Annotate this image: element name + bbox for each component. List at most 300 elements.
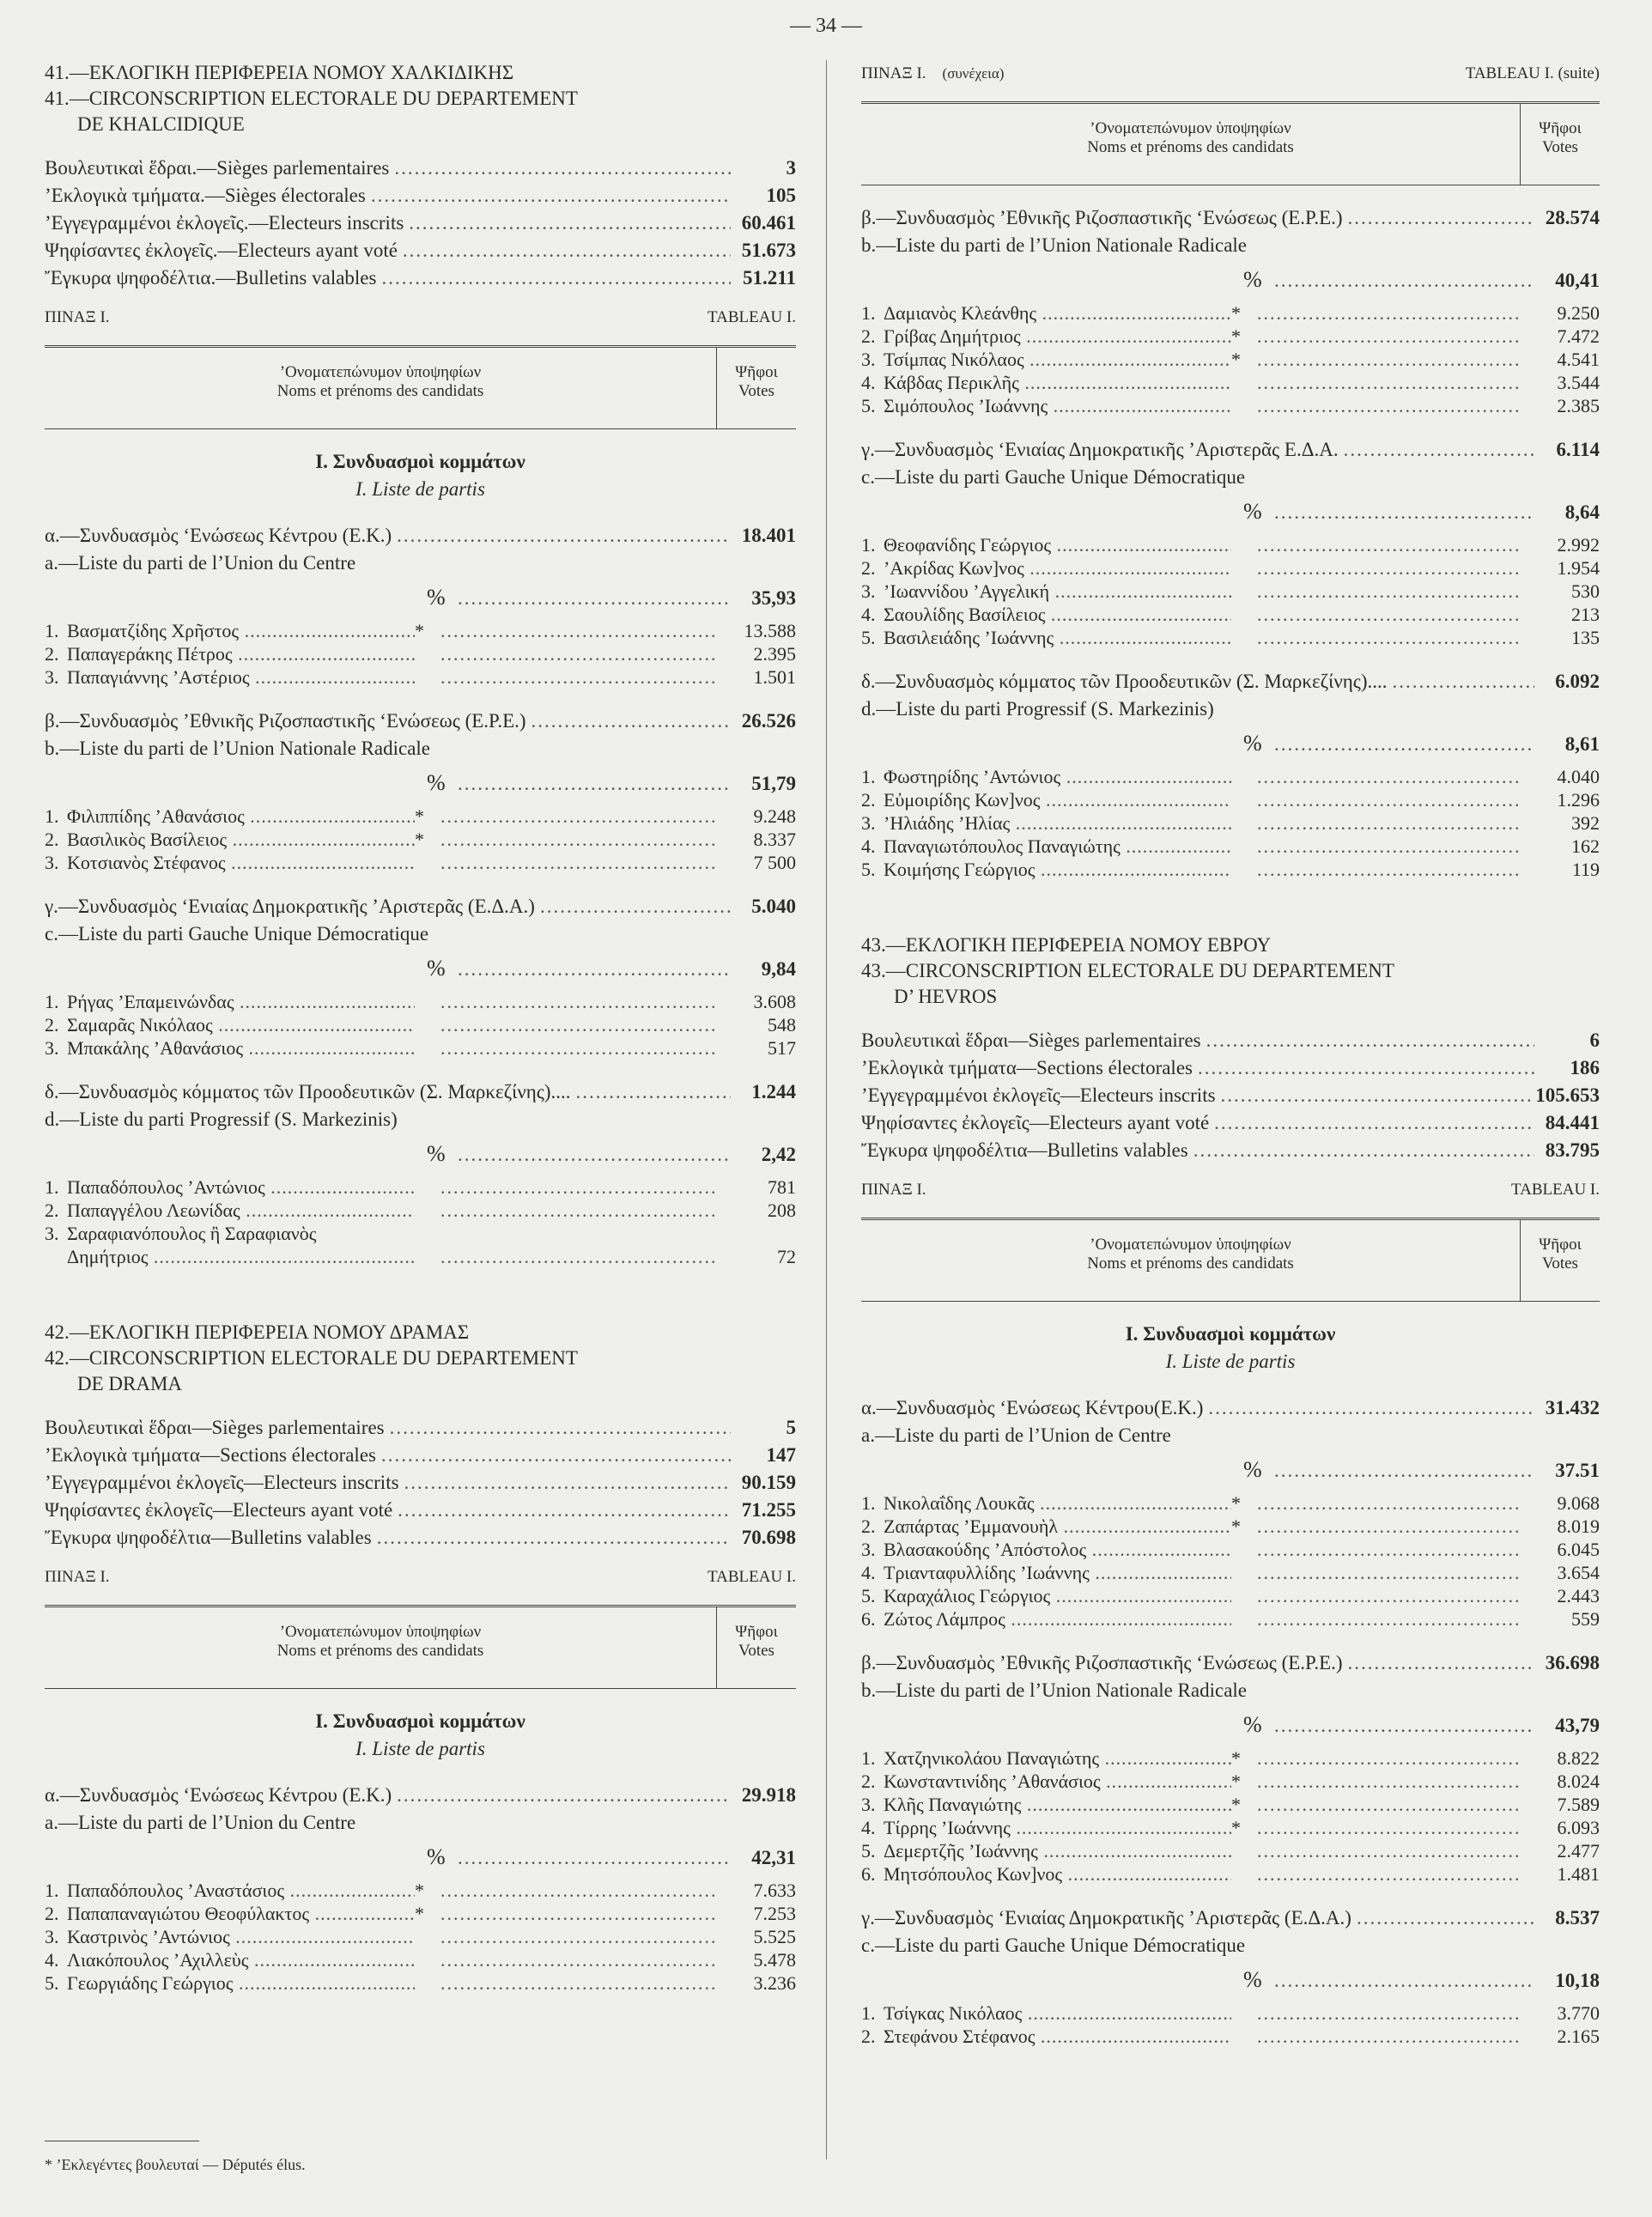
candidate-number: 4. bbox=[861, 1562, 876, 1583]
leader-dots bbox=[1257, 556, 1522, 580]
leader-dots bbox=[458, 956, 731, 983]
col-header-votes bbox=[717, 1607, 796, 1688]
candidate-number: 4. bbox=[861, 604, 876, 625]
candidate-row bbox=[861, 1607, 1600, 1631]
candidate-row bbox=[45, 828, 796, 851]
col-header-votes-gr: Ψῆφοι bbox=[735, 363, 778, 381]
leader-dots bbox=[1348, 1649, 1534, 1677]
col-header-votes-fr: Votes bbox=[738, 382, 774, 400]
party-votes: 5.040 bbox=[751, 896, 796, 917]
col-header-names-gr: ’Ονοματεπώνυμον ὑποψηφίων bbox=[1090, 119, 1291, 137]
district-title-fr-cont: D’ HEVROS bbox=[894, 986, 998, 1007]
candidate-name: Καστρινὸς ’Αντώνιος ..... bbox=[67, 1925, 415, 1948]
party-name-gr: δ.—Συνδυασμὸς κόμματος τῶν Προοδευτικῶν (Σ. Μαρκεζίνης).... bbox=[45, 1081, 571, 1102]
col-header-names bbox=[45, 1607, 717, 1688]
candidate-votes: 13.588 bbox=[744, 620, 796, 641]
candidate-name: Κάβδας Περικλῆς ..... bbox=[884, 371, 1231, 394]
leader-dots bbox=[1257, 1584, 1522, 1607]
candidate-name: Γεωργιάδης Γεώργιος ..... bbox=[67, 1971, 415, 1995]
leader-dots bbox=[440, 851, 719, 874]
candidate-votes: 8.822 bbox=[1557, 1747, 1600, 1769]
candidate-row bbox=[861, 1584, 1600, 1607]
candidate-list bbox=[861, 533, 1600, 649]
candidate-votes: 6.093 bbox=[1557, 1817, 1600, 1838]
candidate-name: ’Ιωαννίδου ’Αγγελική ..... bbox=[884, 580, 1231, 603]
col-header-votes-gr: Ψῆφοι bbox=[1539, 1236, 1582, 1254]
leader-dots bbox=[440, 1902, 719, 1925]
party-block bbox=[45, 1782, 796, 1995]
stat-row bbox=[45, 210, 796, 237]
candidate-name: Δαμιανὸς Κλεάνθης ..... bbox=[884, 301, 1231, 325]
candidate-number: 4. bbox=[45, 1949, 59, 1971]
candidate-row bbox=[45, 619, 796, 642]
stat-value: 105 bbox=[766, 185, 796, 206]
candidate-number: 2. bbox=[45, 1200, 59, 1221]
candidate-votes: 2.477 bbox=[1557, 1840, 1600, 1862]
table-header bbox=[45, 1605, 796, 1689]
page-number: — 34 — bbox=[790, 15, 862, 37]
stat-label: ’Εγγεγραμμένοι ἐκλογεῖς.—Electeurs inscrits bbox=[45, 212, 404, 234]
party-block bbox=[45, 708, 796, 874]
candidate-number: 3. bbox=[861, 1539, 876, 1560]
candidate-votes: 213 bbox=[1571, 604, 1600, 625]
candidate-list bbox=[861, 1491, 1600, 1631]
leader-dots bbox=[1274, 1712, 1534, 1740]
candidate-name: Παπαγιάννης ’Αστέριος ..... bbox=[67, 665, 415, 689]
candidate-number: 2. bbox=[861, 789, 876, 811]
candidate-row bbox=[45, 1879, 796, 1902]
candidate-row bbox=[45, 990, 796, 1013]
table-label-gr bbox=[861, 60, 1004, 88]
table-header bbox=[861, 1218, 1600, 1302]
leader-dots bbox=[1257, 1746, 1522, 1770]
candidate-number: 1. bbox=[45, 1176, 59, 1198]
candidate-row bbox=[45, 1013, 796, 1036]
party-percentage: 8,61 bbox=[1564, 733, 1600, 755]
leader-dots bbox=[1274, 1967, 1534, 1995]
stat-row bbox=[45, 1497, 796, 1524]
col-header-votes bbox=[717, 348, 796, 428]
left-column bbox=[45, 60, 796, 1995]
percent-sign: % bbox=[427, 1141, 446, 1166]
candidate-votes: 208 bbox=[768, 1200, 796, 1221]
party-votes: 6.092 bbox=[1555, 671, 1600, 692]
candidate-name: Βασματζίδης Χρῆστος ..... bbox=[67, 619, 415, 642]
leader-dots bbox=[1257, 1491, 1522, 1515]
table-label-fr: TABLEAU I. bbox=[708, 1568, 796, 1586]
candidate-name: ’Ηλιάδης ’Ηλίας ..... bbox=[884, 811, 1231, 835]
stat-value: 83.795 bbox=[1545, 1139, 1600, 1161]
party-list bbox=[45, 522, 796, 1268]
leader-dots bbox=[1257, 1538, 1522, 1561]
table-label-fr: TABLEAU I. bbox=[708, 308, 796, 326]
section-title-fr: I. Liste de partis bbox=[355, 478, 485, 500]
percent-sign: % bbox=[427, 1844, 446, 1869]
party-name-gr: β.—Συνδυασμὸς ’Εθνικῆς Ριζοσπαστικῆς ‘Ενώσεως (Ε.Ρ.Ε.) bbox=[861, 1652, 1343, 1673]
candidate-name: Εὐμοιρίδης Κων]νος ..... bbox=[884, 788, 1231, 811]
candidate-number: 2. bbox=[45, 1014, 59, 1036]
party-percentage: 9,84 bbox=[761, 958, 796, 980]
candidate-row bbox=[861, 1862, 1600, 1886]
party-name-fr: b.—Liste du parti de l’Union Nationale Radicale bbox=[45, 738, 431, 759]
col-header-names bbox=[45, 348, 717, 428]
party-votes: 8.537 bbox=[1555, 1907, 1600, 1928]
party-row-gr bbox=[861, 436, 1600, 464]
candidate-number: 1. bbox=[45, 805, 59, 827]
leader-dots bbox=[404, 1469, 731, 1497]
party-name-gr: γ.—Συνδυασμὸς ‘Ενιαίας Δημοκρατικῆς ’Αριστερᾶς Ε.Δ.Α. bbox=[861, 439, 1339, 460]
candidate-row bbox=[861, 626, 1600, 649]
leader-dots bbox=[377, 1524, 731, 1552]
candidate-name: ’Ακρίδας Κων]νος ..... bbox=[884, 556, 1231, 580]
candidate-votes: 3.544 bbox=[1557, 372, 1600, 393]
stat-label: ’Εκλογικὰ τμήματα—Sections électorales bbox=[45, 1444, 376, 1466]
leader-dots bbox=[397, 1782, 731, 1809]
leader-dots bbox=[1257, 2001, 1522, 2025]
stat-label: Βουλευτικαὶ ἕδραι.—Sièges parlementaires bbox=[45, 157, 390, 179]
candidate-number: 3. bbox=[45, 1926, 59, 1947]
leader-dots bbox=[381, 264, 731, 292]
candidate-name: Δημήτριος ..... bbox=[67, 1245, 415, 1268]
candidate-name: Μητσόπουλος Κων]νος ..... bbox=[884, 1862, 1231, 1886]
candidate-list bbox=[861, 2001, 1600, 2048]
candidate-votes: 3.236 bbox=[753, 1972, 796, 1994]
elected-star: * bbox=[1231, 1747, 1241, 1769]
party-block bbox=[45, 1078, 796, 1268]
party-name-gr: α.—Συνδυασμὸς ‘Ενώσεως Κέντρου (Ε.Κ.) bbox=[45, 1784, 392, 1806]
elected-star: * bbox=[415, 1903, 424, 1924]
candidate-votes: 2.992 bbox=[1557, 534, 1600, 556]
candidate-number: 3. bbox=[45, 852, 59, 873]
leader-dots bbox=[440, 805, 719, 828]
candidate-number: 2. bbox=[861, 557, 876, 579]
col-header-names bbox=[861, 104, 1521, 185]
right-column bbox=[861, 60, 1600, 2048]
candidate-row bbox=[861, 1515, 1600, 1538]
candidate-votes: 5.478 bbox=[753, 1949, 796, 1971]
table-label-gr: ΠΙΝΑΞ Ι. bbox=[45, 1568, 110, 1586]
candidate-row bbox=[45, 851, 796, 874]
candidate-name: Φιλιππίδης ’Αθανάσιος ..... bbox=[67, 805, 415, 828]
district-43 bbox=[861, 932, 1600, 2048]
stat-row bbox=[45, 182, 796, 210]
leader-dots bbox=[458, 770, 731, 798]
candidate-row bbox=[861, 1538, 1600, 1561]
stat-row bbox=[45, 264, 796, 292]
candidate-votes: 2.385 bbox=[1557, 395, 1600, 416]
percent-sign: % bbox=[1243, 1457, 1262, 1482]
candidate-votes: 72 bbox=[777, 1246, 796, 1267]
party-name-gr: δ.—Συνδυασμὸς κόμματος τῶν Προοδευτικῶν (Σ. Μαρκεζίνης).... bbox=[861, 671, 1388, 692]
party-percentage-row bbox=[861, 498, 1600, 526]
district-title-fr: 42.—CIRCONSCRIPTION ELECTORALE DU DEPARTEMENT bbox=[45, 1347, 578, 1369]
table-header bbox=[45, 345, 796, 429]
candidate-votes: 1.296 bbox=[1557, 789, 1600, 811]
table-heading bbox=[45, 304, 796, 331]
leader-dots bbox=[1257, 325, 1522, 348]
party-name-gr: β.—Συνδυασμὸς ’Εθνικῆς Ριζοσπαστικῆς ‘Ενώσεως (Ε.Ρ.Ε.) bbox=[45, 710, 526, 732]
candidate-name: Σαμαρᾶς Νικόλαος ..... bbox=[67, 1013, 415, 1036]
col-header-names-fr: Noms et prénoms des candidats bbox=[1087, 1254, 1294, 1272]
candidate-name: Παπαγεράκης Πέτρος ..... bbox=[67, 642, 415, 665]
candidate-votes: 9.250 bbox=[1557, 302, 1600, 324]
candidate-row bbox=[861, 1746, 1600, 1770]
stat-value: 5 bbox=[786, 1417, 796, 1438]
party-name-fr: a.—Liste du parti de l’Union du Centre bbox=[45, 1812, 356, 1833]
leader-dots bbox=[440, 1199, 719, 1222]
leader-dots bbox=[1257, 1793, 1522, 1816]
elected-star: * bbox=[1231, 1817, 1241, 1838]
candidate-row bbox=[861, 788, 1600, 811]
party-percentage-row bbox=[45, 769, 796, 798]
candidate-row bbox=[861, 394, 1600, 417]
stat-row bbox=[45, 155, 796, 182]
stat-row bbox=[45, 1414, 796, 1442]
col-header-names-fr: Noms et prénoms des candidats bbox=[276, 382, 484, 400]
stat-value: 70.698 bbox=[741, 1527, 796, 1548]
party-name-fr: c.—Liste du parti Gauche Unique Démocratique bbox=[861, 466, 1246, 488]
party-votes: 18.401 bbox=[741, 525, 796, 546]
candidate-name: Παναγιωτόπουλος Παναγιώτης ..... bbox=[884, 835, 1231, 858]
leader-dots bbox=[394, 155, 731, 182]
leader-dots bbox=[1257, 603, 1522, 626]
party-row-gr bbox=[45, 708, 796, 735]
leader-dots bbox=[440, 1175, 719, 1199]
party-percentage-row bbox=[861, 730, 1600, 758]
party-votes: 36.698 bbox=[1545, 1652, 1600, 1673]
candidate-number: 3. bbox=[861, 580, 876, 602]
leader-dots bbox=[1221, 1082, 1531, 1109]
leader-dots bbox=[1257, 626, 1522, 649]
leader-dots bbox=[403, 237, 731, 264]
district-42 bbox=[45, 1320, 796, 1995]
candidate-number: 3. bbox=[45, 1037, 59, 1059]
candidate-name: Κοτσιανὸς Στέφανος ..... bbox=[67, 851, 415, 874]
candidate-votes: 530 bbox=[1571, 580, 1600, 602]
party-block bbox=[861, 436, 1600, 649]
party-name-fr: a.—Liste du parti de l’Union du Centre bbox=[45, 552, 356, 574]
col-header-votes-fr: Votes bbox=[1542, 1254, 1578, 1272]
candidate-list bbox=[45, 1175, 796, 1268]
section-title-gr: I. Συνδυασμοὶ κομμάτων bbox=[315, 451, 525, 472]
candidate-row bbox=[45, 665, 796, 689]
candidate-row bbox=[861, 371, 1600, 394]
candidate-row bbox=[861, 765, 1600, 788]
candidate-row bbox=[861, 580, 1600, 603]
party-block bbox=[861, 204, 1600, 417]
party-percentage-row bbox=[45, 1843, 796, 1872]
stat-value: 186 bbox=[1570, 1057, 1600, 1078]
table-label-gr-text: ΠΙΝΑΞ Ι. bbox=[861, 64, 926, 82]
candidate-name: Στεφάνου Στέφανος ..... bbox=[884, 2025, 1231, 2048]
party-row-gr bbox=[861, 1904, 1600, 1932]
party-list bbox=[861, 1394, 1600, 2048]
party-row-gr bbox=[861, 204, 1600, 232]
leader-dots bbox=[440, 1245, 719, 1268]
candidate-row bbox=[45, 1199, 796, 1222]
table-header bbox=[861, 101, 1600, 185]
stat-label: Ἔγκυρα ψηφοδέλτια.—Bulletins valables bbox=[45, 267, 377, 289]
party-percentage: 40,41 bbox=[1555, 270, 1600, 291]
candidate-row bbox=[45, 642, 796, 665]
percent-sign: % bbox=[1243, 731, 1262, 756]
leader-dots bbox=[1393, 668, 1534, 695]
candidate-row bbox=[861, 1770, 1600, 1793]
party-row-gr bbox=[861, 668, 1600, 695]
leader-dots bbox=[1274, 499, 1534, 526]
candidate-votes: 3.654 bbox=[1557, 1562, 1600, 1583]
candidate-row bbox=[861, 603, 1600, 626]
table-label-fr: TABLEAU I. bbox=[1511, 1181, 1600, 1199]
party-row-gr bbox=[45, 1782, 796, 1809]
candidate-votes: 7 500 bbox=[753, 852, 796, 873]
leader-dots bbox=[1206, 1027, 1534, 1054]
candidate-name: Σιμόπουλος ’Ιωάννης ..... bbox=[884, 394, 1231, 417]
table-heading bbox=[861, 1176, 1600, 1204]
candidate-name: Τίρρης ’Ιωάννης ..... bbox=[884, 1816, 1231, 1839]
footnote: * ’Εκλεγέντες βουλευταί — Députés élus. bbox=[45, 2156, 306, 2173]
candidate-number: 2. bbox=[45, 829, 59, 850]
col-header-votes-gr: Ψῆφοι bbox=[1539, 119, 1582, 137]
candidate-votes: 3.770 bbox=[1557, 2002, 1600, 2024]
col-header-names-gr: ’Ονοματεπώνυμον ὑποψηφίων bbox=[279, 1623, 482, 1641]
candidate-row bbox=[45, 1245, 796, 1268]
stat-value: 3 bbox=[786, 157, 796, 179]
candidate-votes: 5.525 bbox=[753, 1926, 796, 1947]
leader-dots bbox=[1274, 1457, 1534, 1485]
party-percentage-row bbox=[45, 955, 796, 983]
candidate-name: Βασιλικὸς Βασίλειος ..... bbox=[67, 828, 415, 851]
candidate-votes: 559 bbox=[1571, 1608, 1600, 1630]
section-title-gr: I. Συνδυασμοὶ κομμάτων bbox=[1125, 1323, 1336, 1345]
leader-dots bbox=[1257, 765, 1522, 788]
candidate-number: 3. bbox=[861, 349, 876, 370]
candidate-name: Μπακάλης ’Αθανάσιος ..... bbox=[67, 1036, 415, 1060]
party-row-gr bbox=[45, 893, 796, 920]
party-votes: 29.918 bbox=[741, 1784, 796, 1806]
leader-dots bbox=[531, 708, 731, 735]
candidate-name: Ζαπάρτας ’Εμμανουὴλ ..... bbox=[884, 1515, 1231, 1538]
stat-value: 51.211 bbox=[743, 267, 796, 289]
leader-dots bbox=[1357, 1904, 1534, 1932]
leader-dots bbox=[1348, 204, 1534, 232]
leader-dots bbox=[440, 1925, 719, 1948]
candidate-name: Σαουλίδης Βασίλειος ..... bbox=[884, 603, 1231, 626]
candidate-number: 6. bbox=[861, 1608, 876, 1630]
elected-star: * bbox=[415, 1880, 424, 1901]
elected-star: * bbox=[1231, 302, 1241, 324]
party-name-gr: α.—Συνδυασμὸς ‘Ενώσεως Κέντρου(Ε.Κ.) bbox=[861, 1397, 1204, 1418]
district-title-fr: 41.—CIRCONSCRIPTION ELECTORALE DU DEPARTEMENT bbox=[45, 88, 578, 109]
leader-dots bbox=[1257, 835, 1522, 858]
candidate-votes: 517 bbox=[768, 1037, 796, 1059]
leader-dots bbox=[440, 1036, 719, 1060]
party-name-fr: b.—Liste du parti de l’Union Nationale Radicale bbox=[861, 234, 1248, 256]
party-name-fr: b.—Liste du parti de l’Union Nationale Radicale bbox=[861, 1679, 1248, 1701]
candidate-name: Σαραφιανόπουλος ἢ Σαραφιανὸς bbox=[67, 1223, 317, 1244]
leader-dots bbox=[540, 893, 731, 920]
candidate-number: 1. bbox=[861, 534, 876, 556]
leader-dots bbox=[440, 828, 719, 851]
leader-dots bbox=[440, 1948, 719, 1971]
candidate-votes: 2.395 bbox=[753, 643, 796, 665]
candidate-number: 2. bbox=[861, 2026, 876, 2047]
leader-dots bbox=[1257, 580, 1522, 603]
leader-dots bbox=[1257, 371, 1522, 394]
candidate-number: 5. bbox=[861, 627, 876, 648]
district-stats bbox=[45, 1414, 796, 1552]
leader-dots bbox=[1257, 394, 1522, 417]
stat-label: ’Εκλογικὰ τμήματα—Sections électorales bbox=[861, 1057, 1193, 1078]
candidate-row bbox=[45, 1036, 796, 1060]
candidate-row bbox=[45, 1902, 796, 1925]
candidate-number: 2. bbox=[45, 1903, 59, 1924]
candidate-row bbox=[861, 858, 1600, 881]
leader-dots bbox=[1257, 1770, 1522, 1793]
candidate-votes: 6.045 bbox=[1557, 1539, 1600, 1560]
percent-sign: % bbox=[1243, 499, 1262, 524]
candidate-name: Θεοφανίδης Γεώργιος ..... bbox=[884, 533, 1231, 556]
party-block bbox=[861, 1904, 1600, 2048]
stat-row bbox=[861, 1054, 1600, 1082]
candidate-row bbox=[861, 1491, 1600, 1515]
candidate-number: 1. bbox=[45, 1880, 59, 1901]
candidate-votes: 781 bbox=[768, 1176, 796, 1198]
candidate-name: Γρίβας Δημήτριος ..... bbox=[884, 325, 1231, 348]
leader-dots bbox=[1257, 1515, 1522, 1538]
stat-label: ’Εγγεγραμμένοι ἐκλογεῖς—Electeurs inscrits bbox=[861, 1084, 1216, 1106]
candidate-number: 1. bbox=[45, 620, 59, 641]
candidate-number: 1. bbox=[861, 1747, 876, 1769]
elected-star: * bbox=[1231, 1771, 1241, 1792]
district-title-fr: 43.—CIRCONSCRIPTION ELECTORALE DU DEPARTEMENT bbox=[861, 960, 1394, 981]
candidate-number: 1. bbox=[861, 2002, 876, 2024]
percent-sign: % bbox=[1243, 1712, 1262, 1737]
stat-value: 84.441 bbox=[1545, 1112, 1600, 1133]
candidate-votes: 135 bbox=[1571, 627, 1600, 648]
candidate-votes: 1.501 bbox=[753, 666, 796, 688]
leader-dots bbox=[1257, 788, 1522, 811]
party-percentage-row bbox=[861, 1711, 1600, 1740]
leader-dots bbox=[440, 1971, 719, 1995]
candidate-votes: 548 bbox=[768, 1014, 796, 1036]
stat-value: 90.159 bbox=[741, 1472, 796, 1493]
candidate-name: Φωστηρίδης ’Αντώνιος ..... bbox=[884, 765, 1231, 788]
party-percentage: 2,42 bbox=[761, 1144, 796, 1165]
percent-sign: % bbox=[1243, 267, 1262, 292]
candidate-votes: 7.633 bbox=[753, 1880, 796, 1901]
leader-dots bbox=[1274, 267, 1534, 295]
leader-dots bbox=[1208, 1394, 1534, 1422]
section-title-gr: I. Συνδυασμοὶ κομμάτων bbox=[315, 1710, 525, 1732]
stat-label: Ἔγκυρα ψηφοδέλτια—Bulletins valables bbox=[45, 1527, 372, 1548]
party-name-gr: γ.—Συνδυασμὸς ‘Ενιαίας Δημοκρατικῆς ’Αριστερᾶς (Ε.Δ.Α.) bbox=[861, 1907, 1351, 1928]
party-votes: 31.432 bbox=[1545, 1397, 1600, 1418]
percent-sign: % bbox=[1243, 1967, 1262, 1992]
stat-label: ’Εκλογικὰ τμήματα.—Sièges électorales bbox=[45, 185, 366, 206]
candidate-votes: 2.165 bbox=[1557, 2026, 1600, 2047]
leader-dots bbox=[458, 585, 731, 612]
leader-dots bbox=[1257, 2025, 1522, 2048]
party-name-fr: d.—Liste du parti Progressif (S. Markezinis) bbox=[861, 698, 1214, 720]
district-title-gr: 43.—ΕΚΛΟΓΙΚΗ ΠΕΡΙΦΕΡΕΙΑ ΝΟΜΟΥ ΕΒΡΟΥ bbox=[861, 934, 1272, 956]
candidate-name: Καραχάλιος Γεώργιος ..... bbox=[884, 1584, 1231, 1607]
party-row-gr bbox=[45, 1078, 796, 1106]
leader-dots bbox=[1257, 811, 1522, 835]
stat-row bbox=[861, 1082, 1600, 1109]
col-header-votes-gr: Ψῆφοι bbox=[735, 1623, 778, 1641]
column-divider bbox=[826, 60, 827, 2159]
